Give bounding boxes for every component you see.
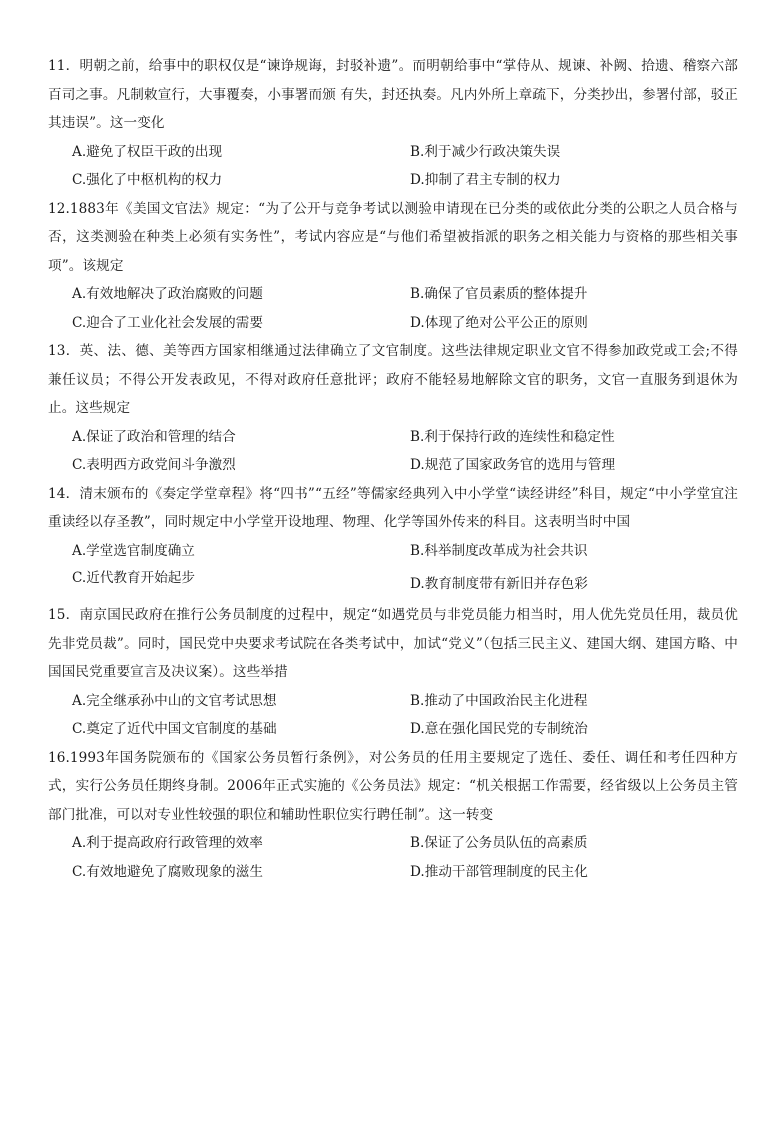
question-11 (48, 52, 738, 195)
option-list (48, 829, 738, 886)
option-list (48, 687, 738, 744)
option-c: C.奠定了近代中国文官制度的基础 (72, 721, 277, 737)
question-13 (48, 337, 738, 480)
option-c: C.近代教育开始起步 (72, 570, 195, 586)
question-stem: 16.1993年国务院颁布的《国家公务员暂行条例》，对公务员的任用主要规定了选任、委任、调任和考任四种方式，实行公务员任期终身制。2006年正式实施的《公务员法》规定：“机关根据工作需要，经省级以上公务员主管部门批准，可以对专业性较强的职位和辅助性职位实行聘任制”。这一转变 (48, 749, 738, 823)
option-list (48, 423, 738, 480)
option-c: C.强化了中枢机构的权力 (72, 172, 223, 188)
option-a: A.利于提高政府行政管理的效率 (72, 835, 263, 851)
question-15 (48, 601, 738, 744)
option-d: D.教育制度带有新旧并存色彩 (410, 576, 588, 592)
option-a: A.保证了政治和管理的结合 (72, 428, 236, 445)
option-b: B.保证了公务员队伍的高素质 (410, 835, 588, 851)
option-b: B.利于减少行政决策失误 (410, 143, 561, 160)
option-list (48, 537, 738, 602)
option-list (48, 138, 738, 195)
option-d: D.规范了国家政务官的选用与管理 (410, 457, 616, 473)
option-a: A.学堂选官制度确立 (72, 542, 195, 559)
option-a: A.完全继承孙中山的文官考试思想 (72, 692, 277, 709)
option-d: D.意在强化国民党的专制统治 (410, 721, 588, 737)
question-stem: 11．明朝之前，给事中的职权仅是“谏诤规诲，封驳补遗”。而明朝给事中“掌侍从、规谏、补阙、拾遗、稽察六部百司之事。凡制敕宣行，大事覆奏，小事署而颁 有失，封还执奏。凡内外所上章疏下，分类抄出，参署付部，驳正其违误”。这一变化 (48, 58, 738, 131)
option-b: B.利于保持行政的连续性和稳定性 (410, 428, 615, 445)
option-c: C.迎合了工业化社会发展的需要 (72, 314, 263, 331)
option-c: C.有效地避免了腐败现象的滋生 (72, 863, 263, 880)
option-d: D.抑制了君主专制的权力 (410, 172, 561, 188)
question-12 (48, 195, 738, 338)
option-a: A.有效地解决了政治腐败的问题 (72, 286, 263, 302)
question-stem: 12.1883年《美国文官法》规定：“为了公开与竞争考试以测验申请现在已分类的或依此分类的公职之人员合格与否，这类测验在种类上必须有实务性”，考试内容应是“与他们希望被指派的职务之相关能力与资格的那些相关事项”。该规定 (48, 200, 738, 274)
option-b: B.科举制度改革成为社会共识 (410, 542, 588, 559)
option-b: B.确保了官员素质的整体提升 (410, 286, 588, 302)
question-16 (48, 744, 738, 887)
option-d: D.体现了绝对公平公正的原则 (410, 314, 588, 331)
option-b: B.推动了中国政治民主化进程 (410, 692, 588, 709)
option-list (48, 280, 738, 337)
option-c: C.表明西方政党间斗争激烈 (72, 457, 236, 473)
question-stem: 15．南京国民政府在推行公务员制度的过程中，规定“如遇党员与非党员能力相当时，用人优先党员任用，裁员优先非党员裁”。同时，国民党中央要求考试院在各类考试中，加试“党义”（包括三民主义、建国大纲、建国方略、中国国民党重要宣言及决议案）。这些举措 (48, 607, 738, 680)
question-14 (48, 480, 738, 602)
option-d: D.推动干部管理制度的民主化 (410, 863, 588, 880)
question-stem: 14．清末颁布的《奏定学堂章程》将“四书”“五经”等儒家经典列入中小学堂“读经讲经”科目，规定“中小学堂宜注重读经以存圣教”，同时规定中小学堂开设地理、物理、化学等国外传来的科目。这表明当时中国 (48, 485, 738, 530)
exam-page (48, 52, 738, 886)
option-a: A.避免了权臣干政的出现 (72, 143, 223, 160)
question-stem: 13．英、法、德、美等西方国家相继通过法律确立了文官制度。这些法律规定职业文官不得参加政党或工会;不得兼任议员；不得公开发表政见，不得对政府任意批评；政府不能轻易地解除文官的职务，文官一直服务到退休为止。这些规定 (48, 343, 738, 416)
